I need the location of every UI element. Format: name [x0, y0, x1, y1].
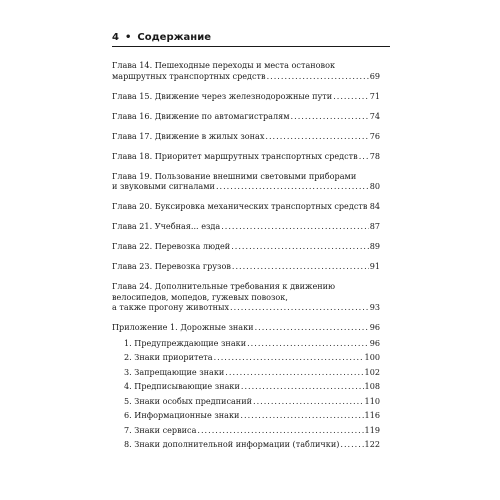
header-bullet: • [124, 32, 132, 43]
toc-entry-line: Глава 18. Приоритет маршрутных транспортных средств [112, 150, 358, 161]
toc-entry-chapter-17[interactable] [112, 131, 380, 142]
toc-page-number: 69 [369, 70, 380, 81]
toc-subentry[interactable] [112, 352, 380, 363]
toc-page-number: 93 [369, 302, 380, 312]
leader-dots [340, 439, 363, 450]
toc-page-number: 96 [369, 337, 380, 348]
leader-dots [225, 367, 363, 378]
leader-dots [240, 410, 363, 421]
toc-entry-chapter-16[interactable] [112, 111, 380, 122]
toc-entry-line: Глава 14. Пешеходные переходы и места остановок [112, 60, 336, 70]
toc-entry-chapter-18[interactable] [112, 151, 380, 162]
toc-entry-line: а также прогону животных [112, 302, 230, 312]
toc-entry-line: Глава 19. Пользование внешними световыми приборами [112, 170, 357, 181]
toc-page-number: 122 [364, 439, 380, 449]
toc-entry-line: Глава 23. Перевозка грузов [112, 261, 231, 271]
leader-dots [231, 241, 368, 252]
running-header [112, 31, 390, 47]
leader-dots [241, 381, 364, 392]
toc-page-number: 87 [369, 221, 380, 231]
toc-entry-chapter-14[interactable] [112, 60, 380, 81]
leader-dots [359, 151, 369, 162]
toc-page-number: 74 [369, 110, 380, 121]
toc-page-number: 96 [369, 322, 380, 332]
toc-subentry[interactable] [112, 367, 380, 378]
toc-page-number: 76 [369, 130, 380, 141]
toc-subentry[interactable] [112, 396, 380, 407]
toc-subentry[interactable] [112, 439, 380, 450]
toc-entry-line: Глава 22. Перевозка людей [112, 241, 231, 251]
leader-dots [255, 322, 369, 333]
leader-dots [247, 338, 369, 349]
leader-dots [197, 425, 363, 436]
toc-entry-line: велосипедов, мопедов, гужевых повозок, [112, 291, 288, 302]
toc-subentry[interactable] [112, 425, 380, 436]
toc-entry-line: маршрутных транспортных средств [112, 70, 266, 81]
toc-page-number: 116 [364, 410, 380, 420]
toc-page-number: 108 [364, 381, 380, 391]
toc-entry-chapter-22[interactable] [112, 241, 380, 252]
leader-dots [230, 302, 369, 313]
toc-entry-chapter-20[interactable] [112, 201, 380, 212]
toc-subentry[interactable] [112, 381, 380, 392]
leader-dots [253, 396, 364, 407]
toc-page-number: 102 [364, 366, 380, 377]
toc-entry-line: Глава 16. Движение по автомагистралям [112, 110, 290, 121]
toc-entry-line: Глава 20. Буксировка механических транспортных средств [112, 201, 368, 211]
leader-dots [333, 91, 369, 102]
toc-entry-chapter-15[interactable] [112, 91, 380, 102]
toc-page-number: 119 [364, 424, 380, 435]
leader-dots [291, 111, 369, 122]
leader-dots [216, 181, 369, 192]
toc-entry-line: Глава 15. Движение через железнодорожные пути [112, 90, 333, 101]
header-title: Содержание [137, 32, 211, 43]
toc-entry-line: Глава 21. Учебная... езда [112, 221, 221, 231]
toc-subentry-label: 3. Запрещающие знаки [124, 366, 225, 377]
toc-subentry-label: 7. Знаки сервиса [124, 424, 197, 435]
toc-page-number: 84 [369, 201, 380, 211]
toc-entry-chapter-23[interactable] [112, 261, 380, 272]
toc-subentry[interactable] [112, 338, 380, 349]
toc-page-number: 78 [369, 150, 380, 161]
toc-entry-line: и звуковыми сигналами [112, 181, 215, 191]
toc-entry-chapter-21[interactable] [112, 221, 380, 232]
toc-subentry-label: 1. Предупреждающие знаки [124, 337, 247, 348]
toc-entry-appendix-1[interactable] [112, 322, 380, 333]
page-number: 4 [112, 32, 119, 43]
toc-entry-chapter-24[interactable] [112, 281, 380, 313]
toc-page-number: 100 [364, 352, 380, 362]
toc-entry-line: Глава 17. Движение в жилых зонах [112, 130, 265, 141]
toc-page-number: 91 [369, 261, 380, 271]
toc-subentry-label: 6. Информационные знаки [124, 410, 240, 420]
leader-dots [265, 131, 368, 142]
toc-subentry-label: 8. Знаки дополнительной информации (таблички) [124, 439, 340, 449]
toc-subentry-label: 4. Предписывающие знаки [124, 381, 240, 391]
toc-page-number: 80 [369, 181, 380, 191]
table-of-contents [112, 60, 380, 454]
leader-dots [267, 71, 369, 82]
toc-page-number: 89 [369, 241, 380, 251]
toc-page-number: 71 [369, 90, 380, 101]
toc-page-number: 110 [364, 395, 380, 406]
toc-subentry-label: 5. Знаки особых предписаний [124, 395, 252, 406]
leader-dots [232, 261, 369, 272]
toc-subentry[interactable] [112, 410, 380, 421]
leader-dots [214, 352, 364, 363]
toc-entry-line: Приложение 1. Дорожные знаки [112, 322, 254, 332]
toc-entry-line: Глава 24. Дополнительные требования к движению [112, 281, 336, 291]
toc-entry-chapter-19[interactable] [112, 171, 380, 192]
toc-subentry-label: 2. Знаки приоритета [124, 352, 213, 362]
leader-dots [221, 221, 368, 232]
